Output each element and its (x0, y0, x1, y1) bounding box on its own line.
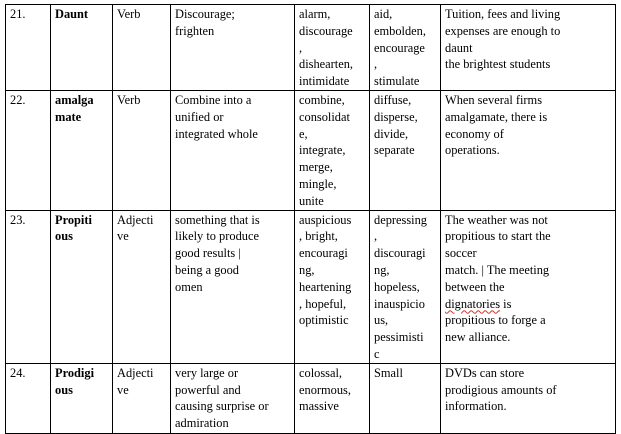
part-of-speech-cell: Verb (113, 5, 171, 91)
row-number: 24. (6, 363, 51, 433)
part-of-speech-cell: Adjecti ve (113, 210, 171, 363)
example-cell: Tuition, fees and living expenses are enough to daunt the brightest students (441, 5, 616, 91)
antonyms-cell: aid, embolden, encourage , stimulate (370, 5, 441, 91)
antonyms-cell: Small (370, 363, 441, 433)
example-cell: DVDs can store prodigious amounts of information. (441, 363, 616, 433)
word-cell: Prodigi ous (51, 363, 113, 433)
table-row (6, 210, 616, 363)
example-cell: When several firms amalgamate, there is economy of operations. (441, 90, 616, 210)
example-cell: The weather was not propitious to start the soccer match. | The meeting between the dignatories is propitious to forge a new alliance. (441, 210, 616, 363)
table-row (6, 5, 616, 91)
antonyms-cell: diffuse, disperse, divide, separate (370, 90, 441, 210)
row-number: 21. (6, 5, 51, 91)
word-cell: amalga mate (51, 90, 113, 210)
meaning-cell: Discourage; frighten (171, 5, 295, 91)
meaning-cell: something that is likely to produce good results | being a good omen (171, 210, 295, 363)
meaning-cell: Combine into a unified or integrated whole (171, 90, 295, 210)
synonyms-cell: combine, consolidat e, integrate, merge, mingle, unite (295, 90, 370, 210)
meaning-cell: very large or powerful and causing surprise or admiration (171, 363, 295, 433)
misspelled-word: dignatories (445, 296, 501, 311)
part-of-speech-cell: Verb (113, 90, 171, 210)
antonyms-cell: depressing , discouragi ng, hopeless, inauspicio us, pessimisti c (370, 210, 441, 363)
synonyms-cell: alarm, discourage , dishearten, intimidate (295, 5, 370, 91)
word-cell: Propiti ous (51, 210, 113, 363)
word-cell: Daunt (51, 5, 113, 91)
row-number: 23. (6, 210, 51, 363)
vocabulary-table (5, 4, 616, 434)
row-number: 22. (6, 90, 51, 210)
table-row (6, 90, 616, 210)
part-of-speech-cell: Adjecti ve (113, 363, 171, 433)
synonyms-cell: colossal, enormous, massive (295, 363, 370, 433)
synonyms-cell: auspicious , bright, encouragi ng, heartening , hopeful, optimistic (295, 210, 370, 363)
table-row (6, 363, 616, 433)
